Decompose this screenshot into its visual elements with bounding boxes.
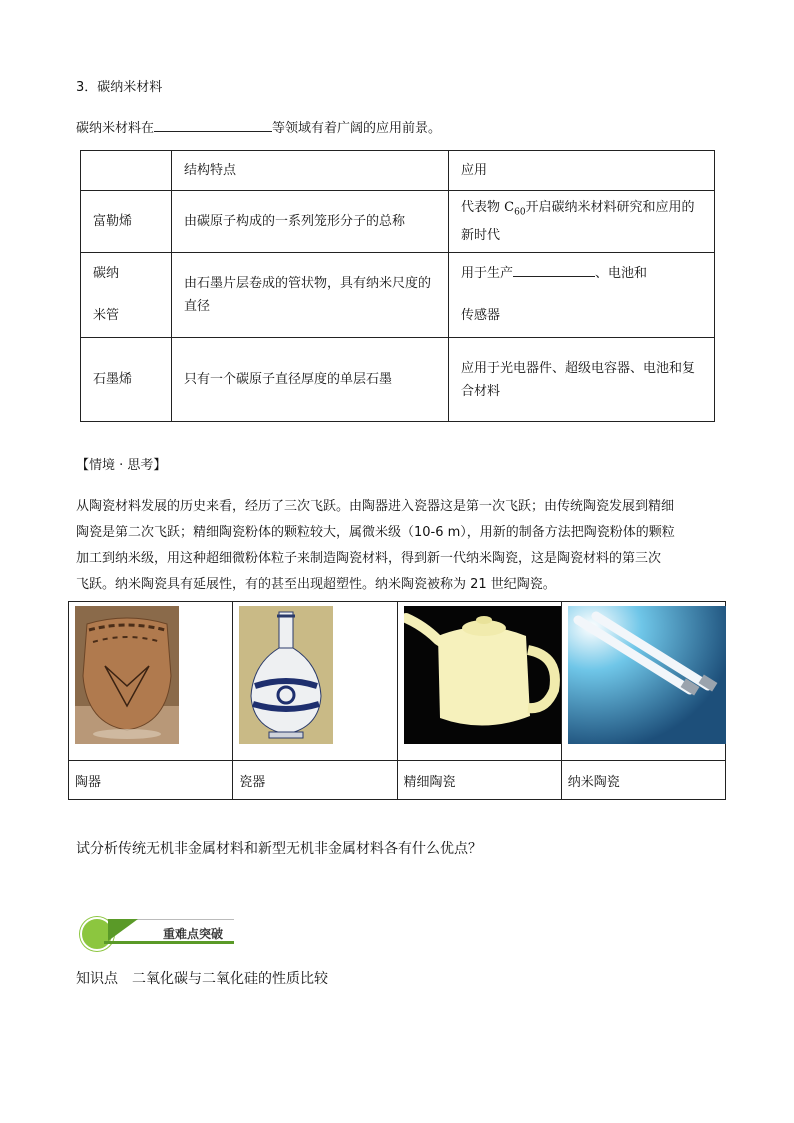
- caption-nano-ceramic: 纳米陶瓷: [561, 761, 725, 800]
- header-cell-application: 应用: [449, 151, 715, 191]
- intro-before: 碳纳米材料在: [76, 121, 155, 136]
- image-cell: [561, 602, 725, 761]
- paragraph-line: 从陶瓷材料发展的历史来看，经历了三次飞跃。由陶器进入瓷器这是第一次飞跃；由传统陶瓷发展到精细: [76, 499, 675, 514]
- intro-after: 等领域有着广阔的应用前景。: [272, 121, 442, 136]
- caption-pottery: 陶器: [69, 761, 233, 800]
- caption-row: [69, 761, 726, 800]
- banner-wedge: [108, 919, 138, 941]
- header-cell-empty: [81, 151, 172, 191]
- table-row-fullerene: [81, 191, 715, 253]
- fill-blank[interactable]: [154, 117, 272, 132]
- row-structure: 只有一个碳原子直径厚度的单层石墨: [172, 338, 449, 422]
- fill-blank[interactable]: [513, 262, 595, 277]
- image-cell: [397, 602, 561, 761]
- header-cell-structure: 结构特点: [172, 151, 449, 191]
- nano-ceramic-image: [568, 606, 726, 744]
- row-application: 用于生产 、电池和 传感器: [449, 253, 715, 338]
- image-cell: [233, 602, 397, 761]
- paragraph-line: 飞跃。纳米陶瓷具有延展性，有的甚至出现超塑性。纳米陶瓷被称为 21 世纪陶瓷。: [76, 577, 556, 592]
- paragraph-line: 加工到纳米级，用这种超细微粉体粒子来制造陶瓷材料，得到新一代纳米陶瓷，这是陶瓷材料的第三次: [76, 551, 662, 566]
- table-row-nanotube: [81, 253, 715, 338]
- table-row-graphene: [81, 338, 715, 422]
- row-name: 碳纳 米管: [81, 253, 172, 338]
- row-name: 石墨烯: [81, 338, 172, 422]
- fine-ceramic-image: [404, 606, 561, 744]
- image-cell: [69, 602, 233, 761]
- banner-label: 重难点突破: [163, 927, 224, 941]
- image-row: [69, 602, 726, 761]
- ceramics-table: [68, 601, 726, 800]
- row-structure: 由石墨片层卷成的管状物，具有纳米尺度的直径: [172, 253, 449, 338]
- row-application: 代表物 $C_{60}$开启碳纳米材料研究和应用的新时代: [449, 191, 715, 253]
- situation-paragraph: [76, 494, 726, 598]
- row-name: 富勒烯: [81, 191, 172, 253]
- caption-fine-ceramic: 精细陶瓷: [397, 761, 561, 800]
- question-text: 试分析传统无机非金属材料和新型无机非金属材料各有什么优点？: [76, 841, 482, 857]
- porcelain-image: [239, 606, 333, 744]
- pottery-image: [75, 606, 179, 744]
- situation-heading: 【情境 · 思考】: [76, 458, 167, 473]
- carbon-materials-table: [80, 150, 715, 422]
- knowledge-point: 知识点 二氧化碳与二氧化硅的性质比较: [76, 971, 328, 987]
- row-application: 应用于光电器件、超级电容器、电池和复合材料: [449, 338, 715, 422]
- table-header-row: [81, 151, 715, 191]
- intro-line: [76, 117, 441, 138]
- section-heading: 3．碳纳米材料: [76, 80, 163, 95]
- row-structure: 由碳原子构成的一系列笼形分子的总称: [172, 191, 449, 253]
- paragraph-line: 陶瓷是第二次飞跃；精细陶瓷粉体的颗粒较大，属微米级（10-6 m），用新的制备方法把陶瓷粉体的颗粒: [76, 525, 675, 540]
- caption-porcelain: 瓷器: [233, 761, 397, 800]
